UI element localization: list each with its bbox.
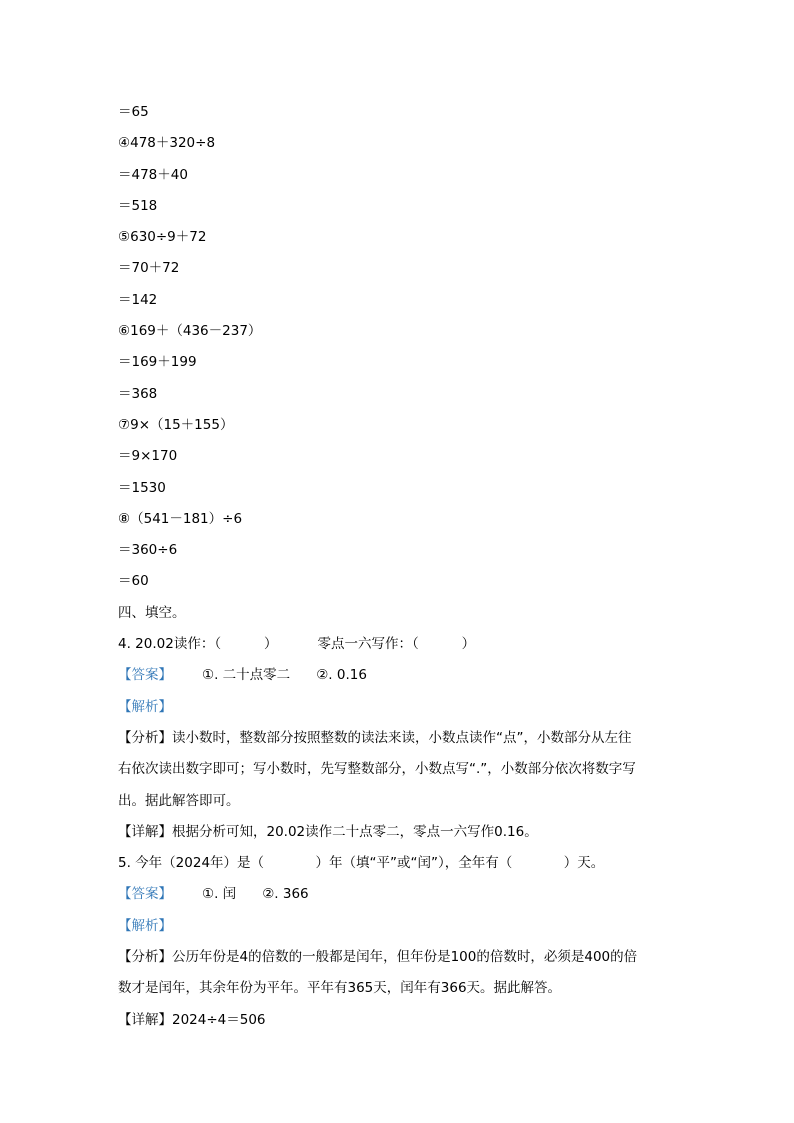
calc-step: ⑥169＋（436－237）: [118, 323, 262, 340]
calc-step: ＝478＋40: [118, 166, 188, 183]
calc-step: ＝60: [118, 573, 149, 590]
calc-step: ＝368: [118, 385, 158, 402]
calculation-steps: [118, 100, 688, 601]
calc-step: ＝1530: [118, 479, 166, 496]
calc-step: ＝169＋199: [118, 354, 197, 371]
question-5: 5. 今年（2024年）是（ ）年（填“平”或“闰”），全年有（ ）天。: [118, 855, 605, 872]
analysis-line: 数才是闰年，其余年份为平年。平年有365天，闰年有366天。据此解答。: [118, 980, 562, 997]
analysis-label: 【解析】: [118, 917, 172, 934]
analysis-line: 右依次读出数字即可；写小数时，先写整数部分，小数点写“.”，小数部分依次将数字写: [118, 761, 636, 778]
answer-row: [118, 663, 688, 694]
calc-step: ＝360÷6: [118, 542, 178, 559]
analysis-line: 【分析】公历年份是4的倍数的一般都是闰年，但年份是100的倍数时，必须是400的倍: [118, 949, 638, 966]
calc-step: ＝65: [118, 104, 149, 120]
analysis-label: 【解析】: [118, 698, 172, 715]
document-body: [118, 100, 688, 1039]
calc-step: ⑦9×（15＋155）: [118, 416, 234, 433]
calc-step: ＝518: [118, 197, 158, 214]
answer-2: ②. 366: [262, 886, 309, 903]
calc-step: ④478＋320÷8: [118, 135, 216, 152]
detail-line: 【详解】根据分析可知，20.02读作二十点零二，零点一六写作0.16。: [118, 823, 538, 840]
answer-label: 【答案】: [118, 886, 172, 903]
question-4: [118, 632, 688, 663]
calc-step: ⑧（541－181）÷6: [118, 510, 243, 527]
calc-step: ⑤630÷9＋72: [118, 229, 207, 246]
calc-step: ＝9×170: [118, 448, 178, 465]
question-4-part-b: 零点一六写作：（ ）: [317, 636, 476, 653]
calc-step: ＝70＋72: [118, 260, 180, 277]
answer-1: ①. 二十点零二: [202, 667, 291, 684]
detail-line: 【详解】2024÷4＝506: [118, 1011, 266, 1028]
question-4-part-a: 4. 20.02读作：（ ）: [118, 636, 278, 653]
section-title: 四、填空。: [118, 604, 186, 621]
calc-step: ＝142: [118, 291, 158, 308]
answer-row: [118, 882, 688, 913]
answer-label: 【答案】: [118, 667, 172, 684]
analysis-line: 出。据此解答即可。: [118, 792, 240, 809]
answer-2: ②. 0.16: [316, 667, 367, 684]
answer-1: ①. 闰: [202, 886, 237, 903]
analysis-line: 【分析】读小数时，整数部分按照整数的读法来读，小数点读作“点”，小数部分从左往: [118, 729, 632, 746]
